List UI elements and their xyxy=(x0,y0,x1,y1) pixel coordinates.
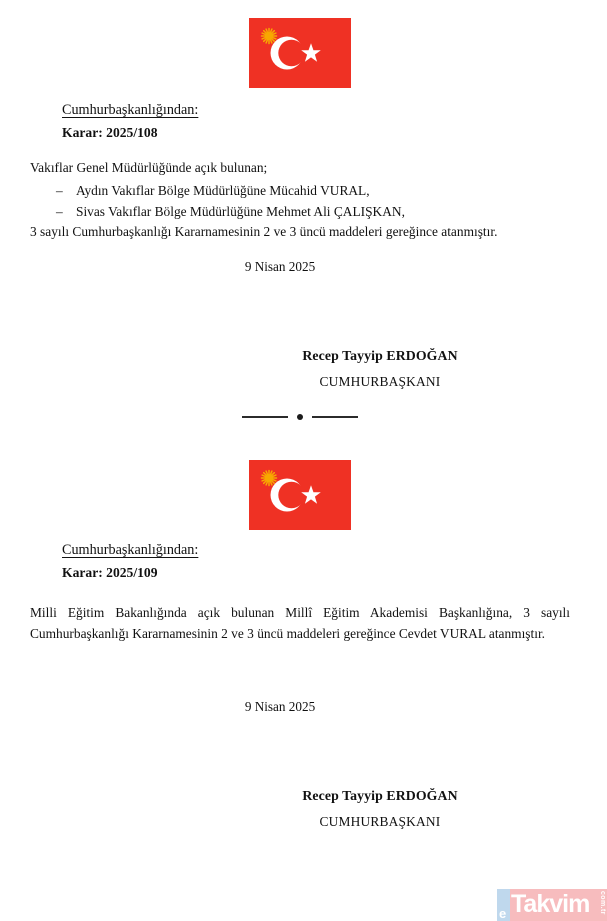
turkish-presidential-flag-icon xyxy=(249,18,351,88)
signatory-title: CUMHURBAŞKANI xyxy=(319,814,441,829)
decree-date-2: 9 Nisan 2025 xyxy=(244,699,316,714)
intro-line: Vakıflar Genel Müdürlüğünde açık bulunan; xyxy=(30,160,268,175)
decision-number: Karar: 2025/109 xyxy=(62,565,158,580)
section-separator xyxy=(0,414,600,420)
appointment-list xyxy=(30,180,570,222)
issuer-heading: Cumhurbaşkanlığından: xyxy=(62,542,199,558)
watermark-red-block xyxy=(510,889,607,921)
separator-dot-icon xyxy=(297,414,303,420)
signatory-title: CUMHURBAŞKANI xyxy=(319,374,441,389)
decree-block-1 xyxy=(0,100,600,242)
signatory-name: Recep Tayyip ERDOĞAN xyxy=(302,788,458,803)
decree-body-1 xyxy=(30,158,570,242)
decree-body-2: Milli Eğitim Bakanlığında açık bulunan Millî Eğitim Akademisi Başkanlığına, 3 sayılı Cumhurbaşkanlığı Kararnamesinin 2 ve 3 üncü maddeleri gereğince Cevdet VURAL atanmıştır. xyxy=(30,605,570,641)
closing-line: 3 sayılı Cumhurbaşkanlığı Kararnamesinin 2 ve 3 üncü maddeleri gereğince atanmıştır. xyxy=(30,224,498,239)
takvim-watermark-logo xyxy=(497,889,607,921)
turkish-presidential-flag-icon xyxy=(249,460,351,530)
list-item-label: Sivas Vakıflar Bölge Müdürlüğüne Mehmet Ali ÇALIŞKAN, xyxy=(76,204,405,219)
watermark-prefix: e xyxy=(499,906,507,921)
separator-rule-left xyxy=(242,416,288,418)
watermark-tld: com.tr xyxy=(599,891,606,915)
issuer-heading: Cumhurbaşkanlığından: xyxy=(62,102,199,118)
list-item xyxy=(30,180,570,201)
list-item xyxy=(30,201,570,222)
list-item-label: Aydın Vakıflar Bölge Müdürlüğüne Mücahid VURAL, xyxy=(76,183,370,198)
separator-rule-right xyxy=(312,416,358,418)
signatory-name: Recep Tayyip ERDOĞAN xyxy=(302,348,458,363)
signature-block-1 xyxy=(0,346,600,391)
decree-date-1: 9 Nisan 2025 xyxy=(244,259,316,274)
watermark-wordmark: Takvim xyxy=(511,890,590,918)
decision-number: Karar: 2025/108 xyxy=(62,125,158,140)
watermark-blue-block xyxy=(497,889,510,921)
dash-icon: – xyxy=(56,204,63,219)
dash-icon: – xyxy=(56,183,63,198)
decree-block-2 xyxy=(0,540,600,644)
signature-block-2 xyxy=(0,786,600,831)
